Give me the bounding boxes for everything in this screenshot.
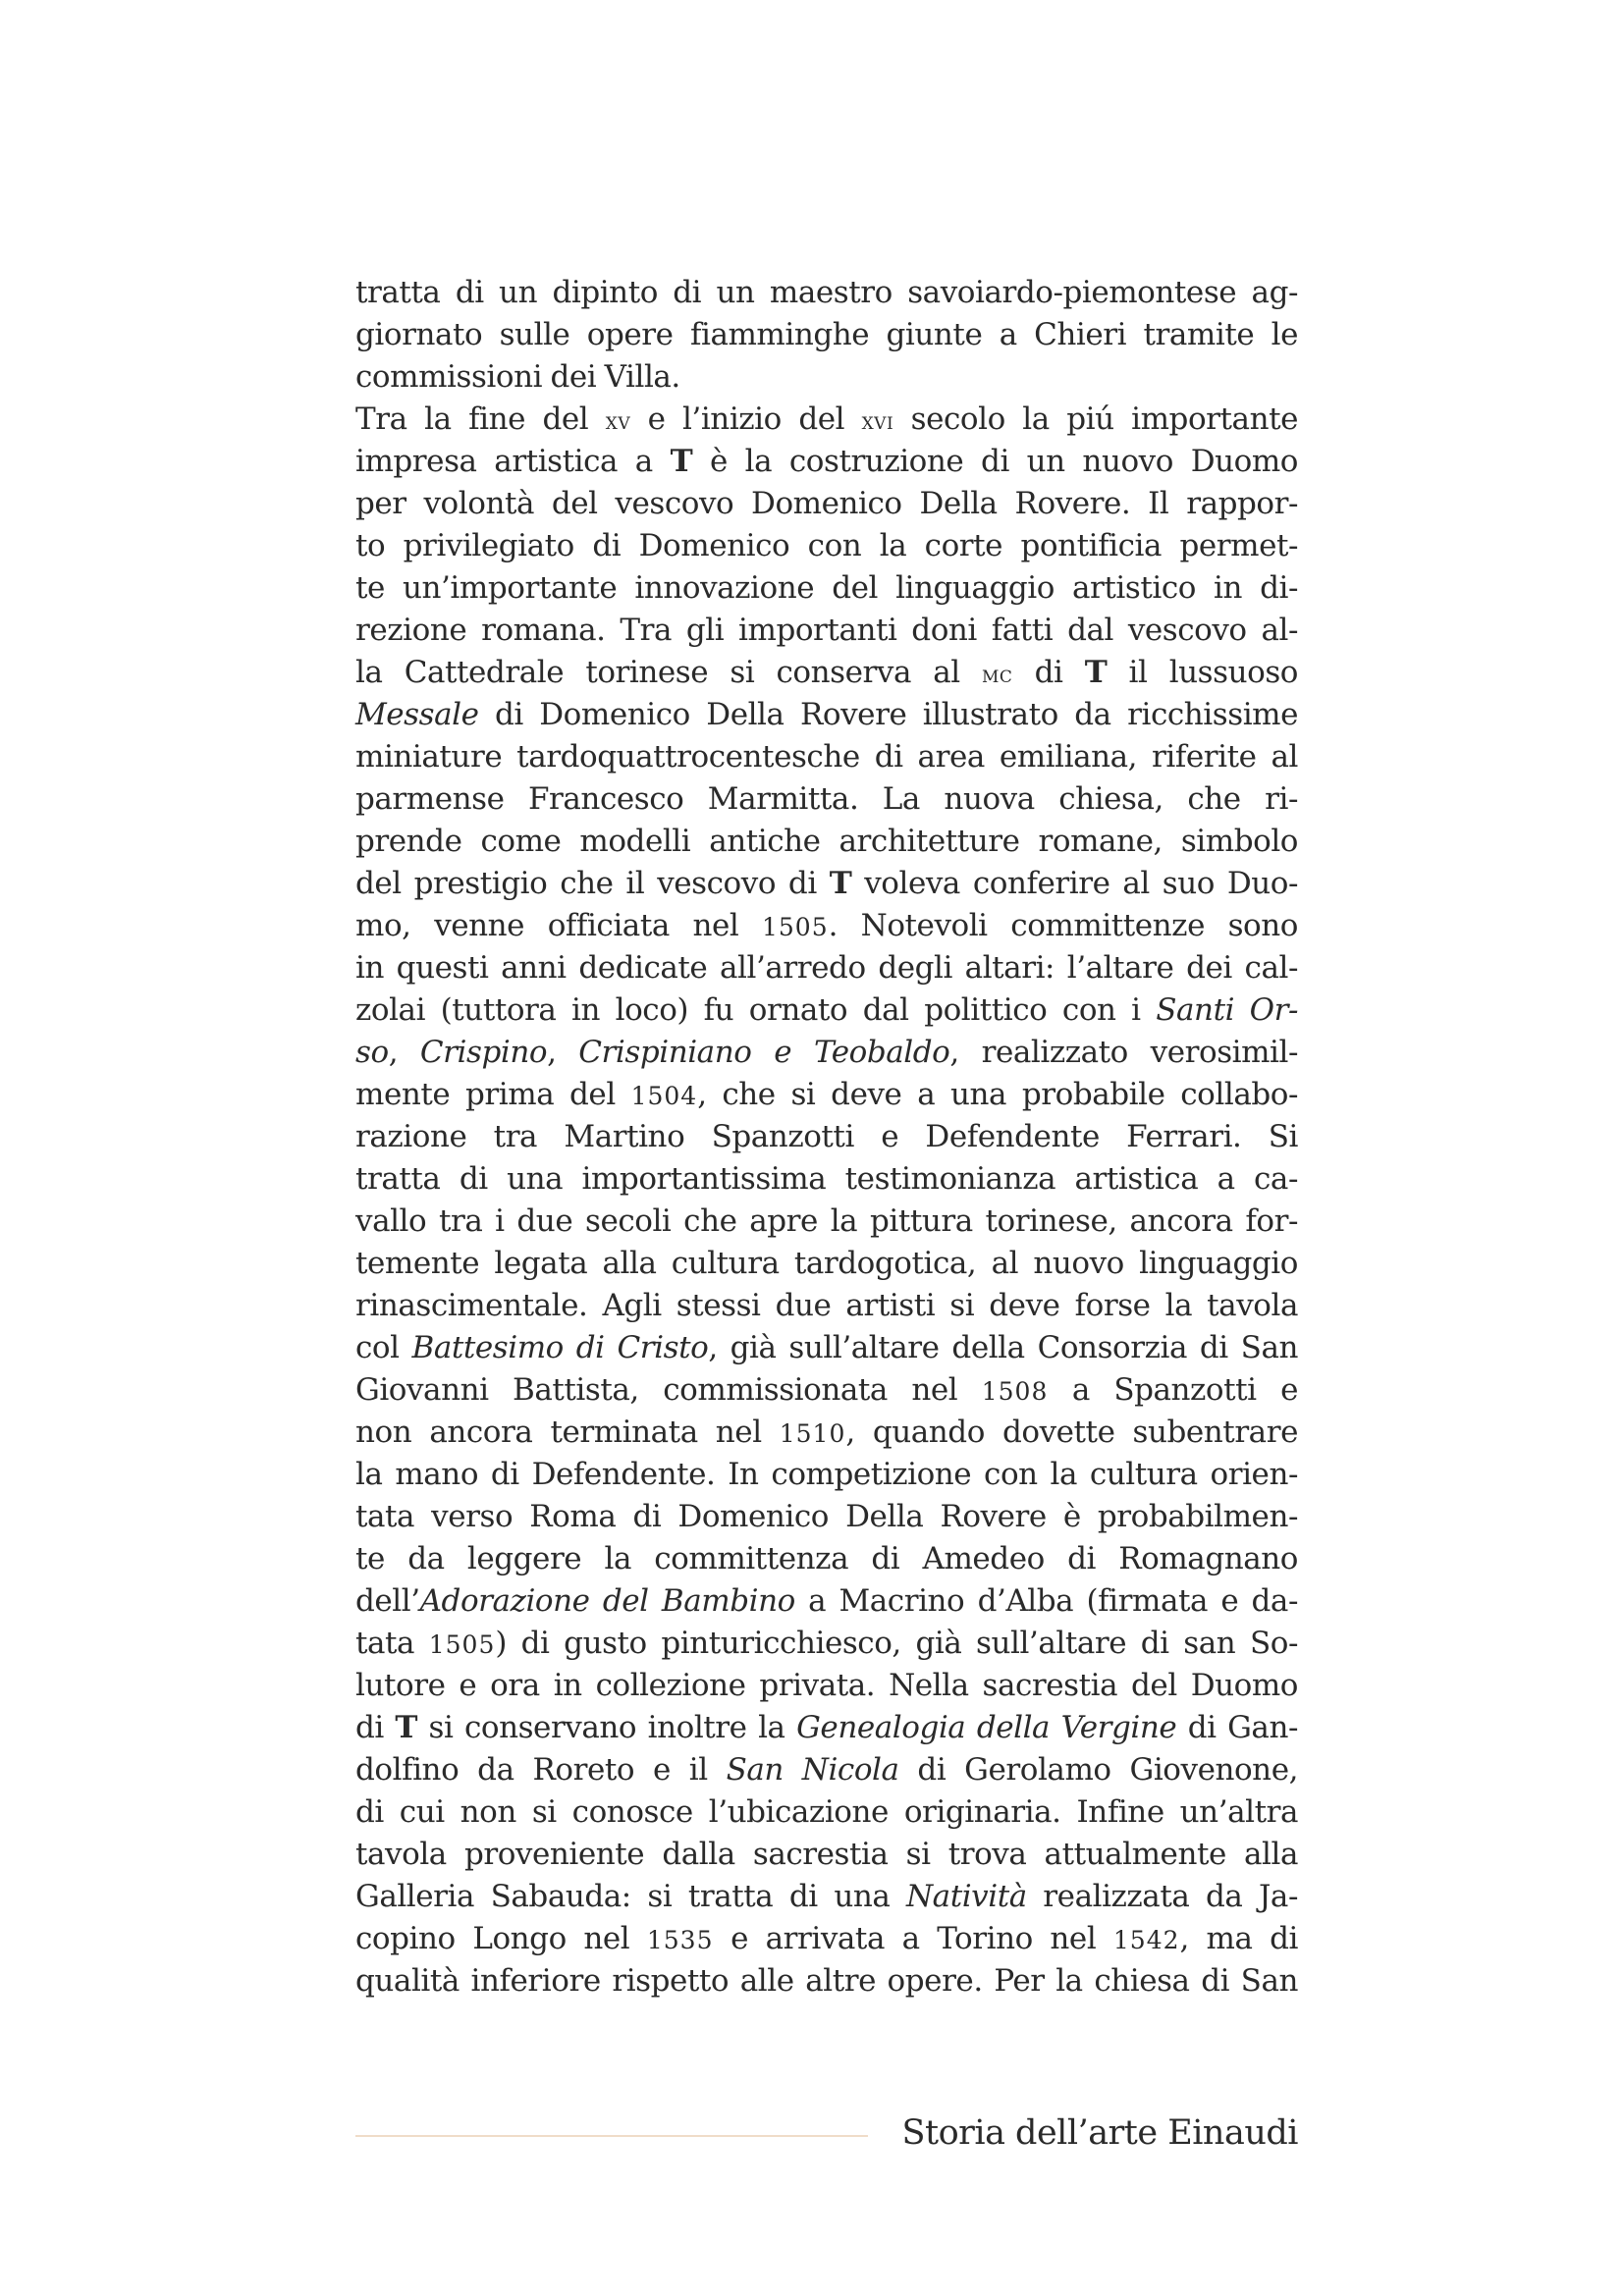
- text-segment: Messale: [355, 697, 479, 732]
- text-line: [355, 736, 1298, 778]
- text-segment: 1504: [630, 1082, 698, 1110]
- text-segment: tata: [355, 1626, 429, 1661]
- text-segment: secolo la piú importante: [893, 401, 1298, 437]
- text-line: [355, 1158, 1298, 1201]
- text-segment: 1508: [981, 1377, 1049, 1406]
- text-segment: di: [355, 1710, 396, 1745]
- text-segment: , che si deve a una probabile collabo-: [697, 1077, 1298, 1112]
- text-segment: lutore e ora in collezione privata. Nella sacrestia del Duomo: [355, 1668, 1298, 1703]
- text-segment: tratta di un dipinto di un maestro savoiardo-piemontese ag-: [355, 275, 1298, 310]
- text-segment: commissioni dei Villa.: [355, 359, 680, 395]
- text-segment: so: [355, 1035, 389, 1070]
- text-segment: 1505: [428, 1630, 496, 1659]
- text-segment: Natività: [905, 1879, 1027, 1914]
- text-segment: xv: [605, 407, 631, 435]
- text-line: [355, 863, 1298, 905]
- text-segment: di: [1012, 655, 1085, 690]
- text-segment: a Macrino d’Alba (firmata e da-: [794, 1583, 1298, 1619]
- text-segment: T: [1084, 655, 1108, 690]
- text-line: [355, 1496, 1298, 1538]
- text-line: [355, 399, 1298, 441]
- text-segment: prende come modelli antiche architetture romane, simbolo: [355, 824, 1298, 859]
- text-line: [355, 1243, 1298, 1285]
- text-segment: Tra la fine del: [355, 401, 606, 437]
- text-segment: col: [355, 1330, 412, 1365]
- text-segment: parmense Francesco Marmitta. La nuova chiesa, che ri-: [355, 781, 1298, 817]
- text-line: [355, 567, 1298, 610]
- text-segment: di Gerolamo Giovenone,: [898, 1752, 1299, 1788]
- text-segment: T: [670, 444, 693, 479]
- text-segment: la Cattedrale torinese si conserva al: [355, 655, 982, 690]
- text-segment: xvi: [861, 407, 894, 435]
- text-segment: a Spanzotti e: [1048, 1372, 1298, 1408]
- text-segment: giornato sulle opere fiamminghe giunte a Chieri tramite le: [355, 317, 1298, 352]
- text-segment: in questi anni dedicate all’arredo degli altari: l’altare dei cal-: [355, 950, 1298, 986]
- text-segment: Battesimo di Cristo: [411, 1330, 709, 1365]
- text-segment: e arrivata a Torino nel: [713, 1921, 1113, 1956]
- text-segment: zolai (tuttora in loco) fu ornato dal polittico con i: [355, 992, 1157, 1028]
- text-line: [355, 947, 1298, 989]
- text-segment: T: [395, 1710, 417, 1745]
- text-segment: impresa artistica a: [355, 444, 671, 479]
- text-segment: qualità inferiore rispetto alle altre opere. Per la chiesa di San: [355, 1963, 1298, 1999]
- text-segment: temente legata alla cultura tardogotica, al nuovo linguaggio: [355, 1246, 1298, 1281]
- text-segment: 1535: [646, 1926, 714, 1954]
- text-line: [355, 1538, 1298, 1580]
- text-line: [355, 1791, 1298, 1834]
- text-line: [355, 1580, 1298, 1623]
- text-segment: San Nicola: [726, 1752, 899, 1788]
- footer-label: Storia dell’arte Einaudi: [901, 2113, 1298, 2153]
- text-segment: di cui non si conosce l’ubicazione originaria. Infine un’altra: [355, 1794, 1298, 1830]
- text-segment: dell’: [355, 1583, 420, 1619]
- text-segment: 1510: [779, 1419, 846, 1448]
- text-segment: non ancora terminata nel: [355, 1415, 780, 1450]
- text-line: [355, 989, 1298, 1032]
- text-segment: voleva conferire al suo Duo-: [851, 866, 1298, 901]
- text-line: [355, 356, 1298, 399]
- text-line: [355, 610, 1298, 652]
- text-segment: Galleria Sabauda: si tratta di una: [355, 1879, 906, 1914]
- text-line: [355, 821, 1298, 863]
- text-segment: , realizzato verosimil-: [949, 1035, 1299, 1070]
- text-line: [355, 272, 1298, 314]
- text-segment: dolfino da Roreto e il: [355, 1752, 727, 1788]
- text-segment: per volontà del vescovo Domenico Della Rovere. Il rappor-: [355, 486, 1298, 521]
- text-segment: di Domenico Della Rovere illustrato da ricchissime: [478, 697, 1298, 732]
- text-line: [355, 1834, 1298, 1876]
- text-segment: Giovanni Battista, commissionata nel: [355, 1372, 982, 1408]
- text-segment: te un’importante innovazione del linguaggio artistico in di-: [355, 570, 1298, 606]
- text-line: [355, 1454, 1298, 1496]
- text-segment: tratta di una importantissima testimonianza artistica a ca-: [355, 1161, 1298, 1197]
- text-segment: ) di gusto pinturicchiesco, già sull’altare di san So-: [495, 1626, 1298, 1661]
- text-segment: tavola proveniente dalla sacrestia si trova attualmente alla: [355, 1837, 1298, 1872]
- text-segment: 1542: [1112, 1926, 1180, 1954]
- text-segment: Santi Or-: [1156, 992, 1298, 1028]
- text-segment: to privilegiato di Domenico con la corte pontificia permet-: [355, 528, 1298, 563]
- text-segment: mente prima del: [355, 1077, 631, 1112]
- text-segment: T: [829, 866, 852, 901]
- text-segment: ,: [388, 1035, 420, 1070]
- text-segment: Crispiniano e Teobaldo: [578, 1035, 950, 1070]
- text-segment: tata verso Roma di Domenico Della Rovere è probabilmen-: [355, 1499, 1298, 1534]
- text-line: [355, 1623, 1298, 1665]
- text-line: [355, 1707, 1298, 1749]
- text-segment: il lussuoso: [1107, 655, 1298, 690]
- text-line: [355, 1032, 1298, 1074]
- text-line: [355, 1327, 1298, 1369]
- text-segment: rezione romana. Tra gli importanti doni fatti dal vescovo al-: [355, 613, 1298, 648]
- text-segment: del prestigio che il vescovo di: [355, 866, 830, 901]
- text-line: [355, 1918, 1298, 1960]
- text-segment: Crispino: [419, 1035, 548, 1070]
- text-segment: Adorazione del Bambino: [419, 1583, 795, 1619]
- text-line: [355, 778, 1298, 821]
- text-line: [355, 483, 1298, 525]
- text-segment: , quando dovette subentrare: [845, 1415, 1298, 1450]
- text-line: [355, 1285, 1298, 1327]
- text-line: [355, 1369, 1298, 1412]
- text-segment: e l’inizio del: [630, 401, 862, 437]
- text-line: [355, 652, 1298, 694]
- text-line: [355, 1960, 1298, 2002]
- text-segment: , ma di: [1179, 1921, 1298, 1956]
- text-segment: mc: [981, 661, 1013, 688]
- text-segment: . Notevoli committenze sono: [828, 908, 1298, 943]
- text-line: [355, 1876, 1298, 1918]
- text-line: [355, 1749, 1298, 1791]
- text-segment: rinascimentale. Agli stessi due artisti si deve forse la tavola: [355, 1288, 1298, 1323]
- text-line: [355, 694, 1298, 736]
- text-segment: di Gan-: [1176, 1710, 1299, 1745]
- text-segment: 1505: [762, 913, 829, 941]
- text-line: [355, 1074, 1298, 1116]
- text-segment: vallo tra i due secoli che apre la pittura torinese, ancora for-: [355, 1203, 1298, 1239]
- text-segment: te da leggere la committenza di Amedeo di Romagnano: [355, 1541, 1298, 1576]
- body-text: [355, 272, 1298, 2002]
- text-line: [355, 1665, 1298, 1707]
- text-segment: ,: [547, 1035, 579, 1070]
- text-line: [355, 525, 1298, 567]
- text-segment: razione tra Martino Spanzotti e Defendente Ferrari. Si: [355, 1119, 1298, 1154]
- footer-rule: [355, 2135, 868, 2137]
- text-line: [355, 1412, 1298, 1454]
- text-line: [355, 1116, 1298, 1158]
- text-segment: la mano di Defendente. In competizione con la cultura orien-: [355, 1457, 1298, 1492]
- text-line: [355, 441, 1298, 483]
- text-segment: mo, venne officiata nel: [355, 908, 762, 943]
- text-segment: realizzata da Ja-: [1026, 1879, 1298, 1914]
- text-segment: è la costruzione di un nuovo Duomo: [692, 444, 1298, 479]
- text-segment: Genealogia della Vergine: [796, 1710, 1177, 1745]
- text-segment: si conservano inoltre la: [417, 1710, 797, 1745]
- text-segment: miniature tardoquattrocentesche di area emiliana, riferite al: [355, 739, 1298, 774]
- text-line: [355, 1201, 1298, 1243]
- text-line: [355, 905, 1298, 947]
- text-line: [355, 314, 1298, 356]
- text-segment: , già sull’altare della Consorzia di San: [708, 1330, 1298, 1365]
- text-segment: copino Longo nel: [355, 1921, 647, 1956]
